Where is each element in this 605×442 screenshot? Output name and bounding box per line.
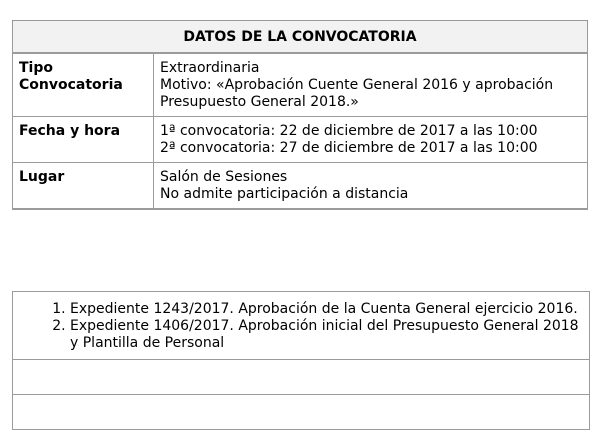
value-line: 1ª convocatoria: 22 de diciembre de 2017 a las 10:00 [160, 123, 538, 139]
convocatoria-data-table [12, 20, 588, 210]
row-label: Tipo Convocatoria [13, 53, 154, 117]
value-line: Extraordinaria [160, 60, 260, 76]
agenda-empty-row [13, 395, 589, 430]
agenda-table [12, 291, 590, 430]
row-value [154, 117, 588, 163]
value-line: Motivo: «Aprobación Cuente General 2016 y aprobación Presupuesto General 2018.» [160, 77, 554, 110]
value-line: 2ª convocatoria: 27 de diciembre de 2017 a las 10:00 [160, 140, 538, 156]
table-row-lugar [13, 163, 588, 210]
table-row-tipo-convocatoria [13, 53, 588, 117]
row-label: Fecha y hora [13, 117, 154, 163]
agenda-list [19, 301, 583, 352]
agenda-empty-row [13, 360, 589, 395]
agenda-item: 2. Expediente 1406/2017. Aprobación inicial del Presupuesto General 2018 y Plantilla de Personal [70, 318, 583, 352]
row-label: Lugar [13, 163, 154, 210]
agenda-item: 1. Expediente 1243/2017. Aprobación de la Cuenta General ejercicio 2016. [70, 301, 583, 318]
value-line: Salón de Sesiones [160, 169, 288, 185]
value-line: No admite participación a distancia [160, 186, 409, 202]
row-value [154, 53, 588, 117]
row-value [154, 163, 588, 210]
table-title: DATOS DE LA CONVOCATORIA [13, 21, 588, 54]
table-row-fecha-hora [13, 117, 588, 163]
agenda-list-cell [13, 292, 589, 360]
